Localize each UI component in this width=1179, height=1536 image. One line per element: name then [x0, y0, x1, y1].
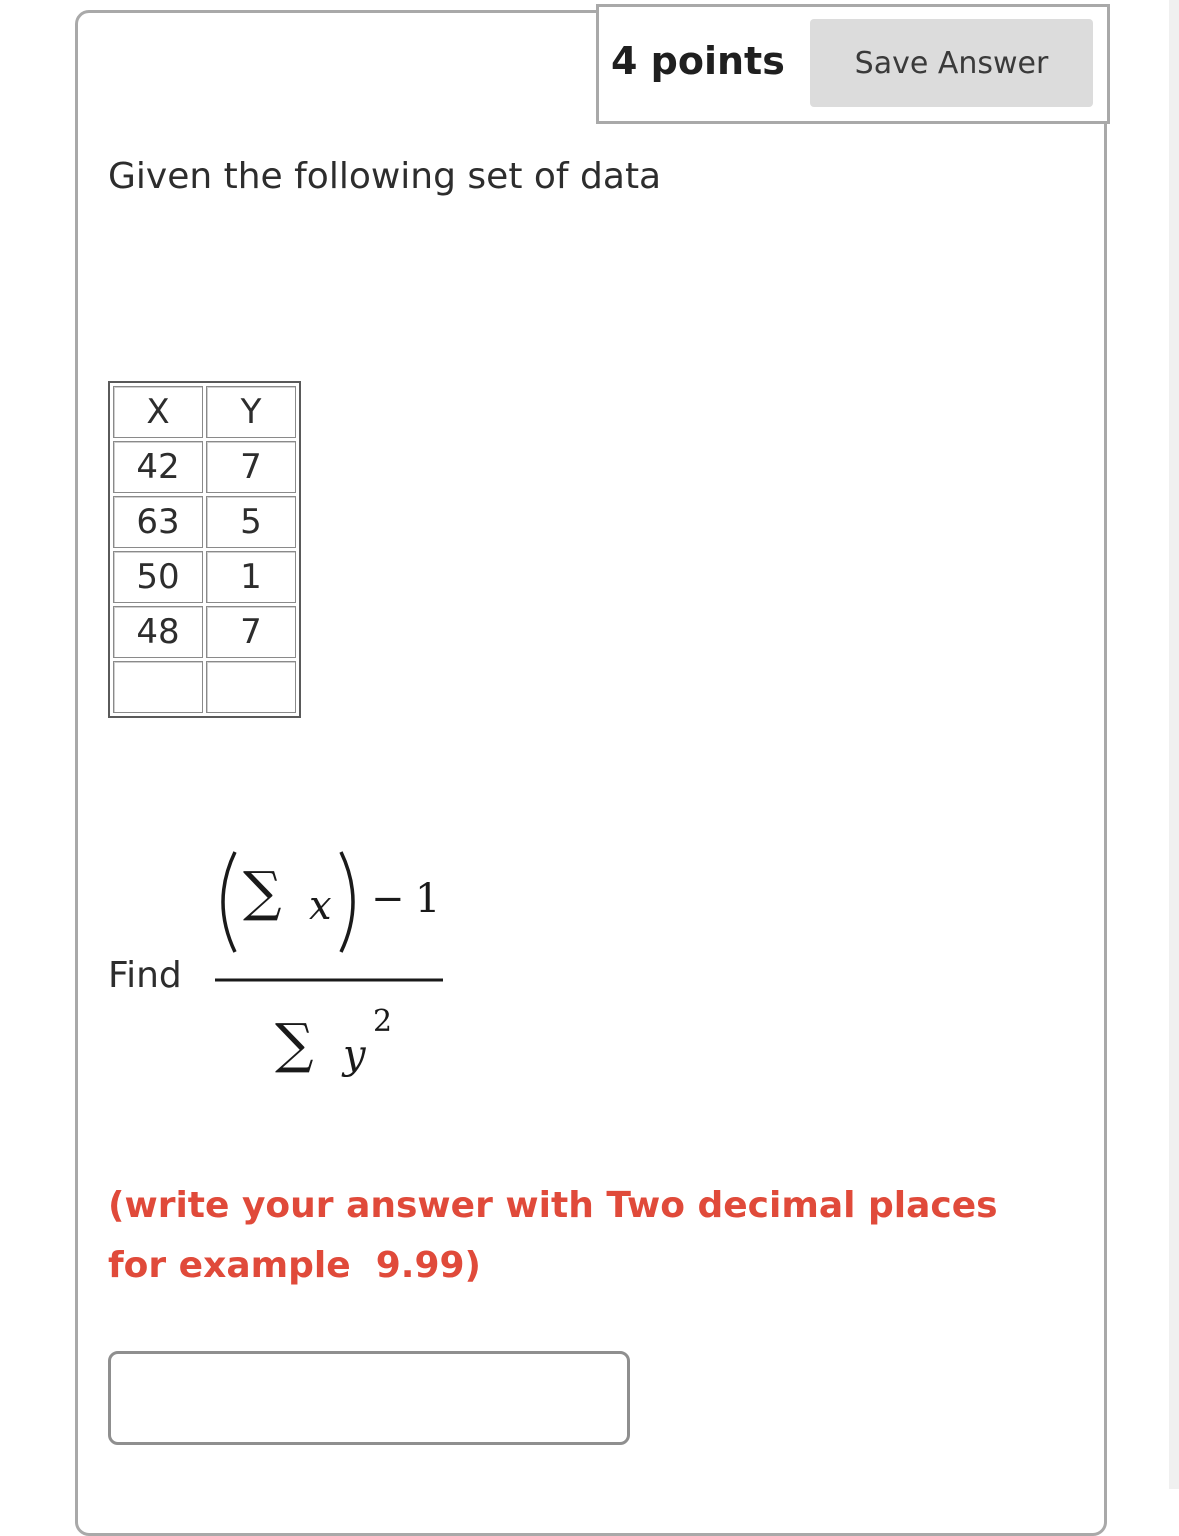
cell-x: 42: [113, 441, 203, 493]
instruction-line: (write your answer with Two decimal places: [108, 1185, 998, 1226]
page-edge: [1169, 0, 1179, 1489]
table-row: [113, 606, 296, 658]
points-label: 4 points: [611, 39, 785, 83]
table-header-row: [113, 386, 296, 438]
cell-x: 50: [113, 551, 203, 603]
table-row: [113, 551, 296, 603]
cell-y: 1: [206, 551, 296, 603]
cell-x: 48: [113, 606, 203, 658]
numerator-variable: x: [309, 883, 332, 929]
question-prompt: Given the following set of data: [108, 156, 662, 197]
cell-y: 7: [206, 606, 296, 658]
cell-y: [206, 661, 296, 713]
find-label: Find: [108, 955, 182, 996]
sum-symbol: ∑: [275, 1012, 314, 1075]
exponent: 2: [373, 1004, 393, 1039]
right-paren: [341, 852, 353, 952]
table-row: [113, 496, 296, 548]
question-card: [75, 10, 1107, 1536]
instruction-text: [108, 1176, 1008, 1296]
minus-sign: −: [371, 876, 405, 922]
cell-x: [113, 661, 203, 713]
table-row: [113, 661, 296, 713]
header-x: X: [113, 386, 203, 438]
question-header: [596, 4, 1110, 124]
instruction-line: for example 9.99): [108, 1245, 481, 1286]
denominator-variable: y: [343, 1032, 366, 1078]
cell-y: 5: [206, 496, 296, 548]
formula-image: [205, 840, 455, 1080]
cell-x: 63: [113, 496, 203, 548]
header-y: Y: [206, 386, 296, 438]
save-answer-button[interactable]: Save Answer: [810, 19, 1093, 107]
cell-y: 7: [206, 441, 296, 493]
sum-symbol: ∑: [243, 860, 282, 923]
numerator-constant: 1: [415, 876, 441, 922]
table-row: [113, 441, 296, 493]
answer-input[interactable]: [108, 1351, 630, 1445]
left-paren: [223, 852, 235, 952]
data-table: [108, 381, 301, 718]
